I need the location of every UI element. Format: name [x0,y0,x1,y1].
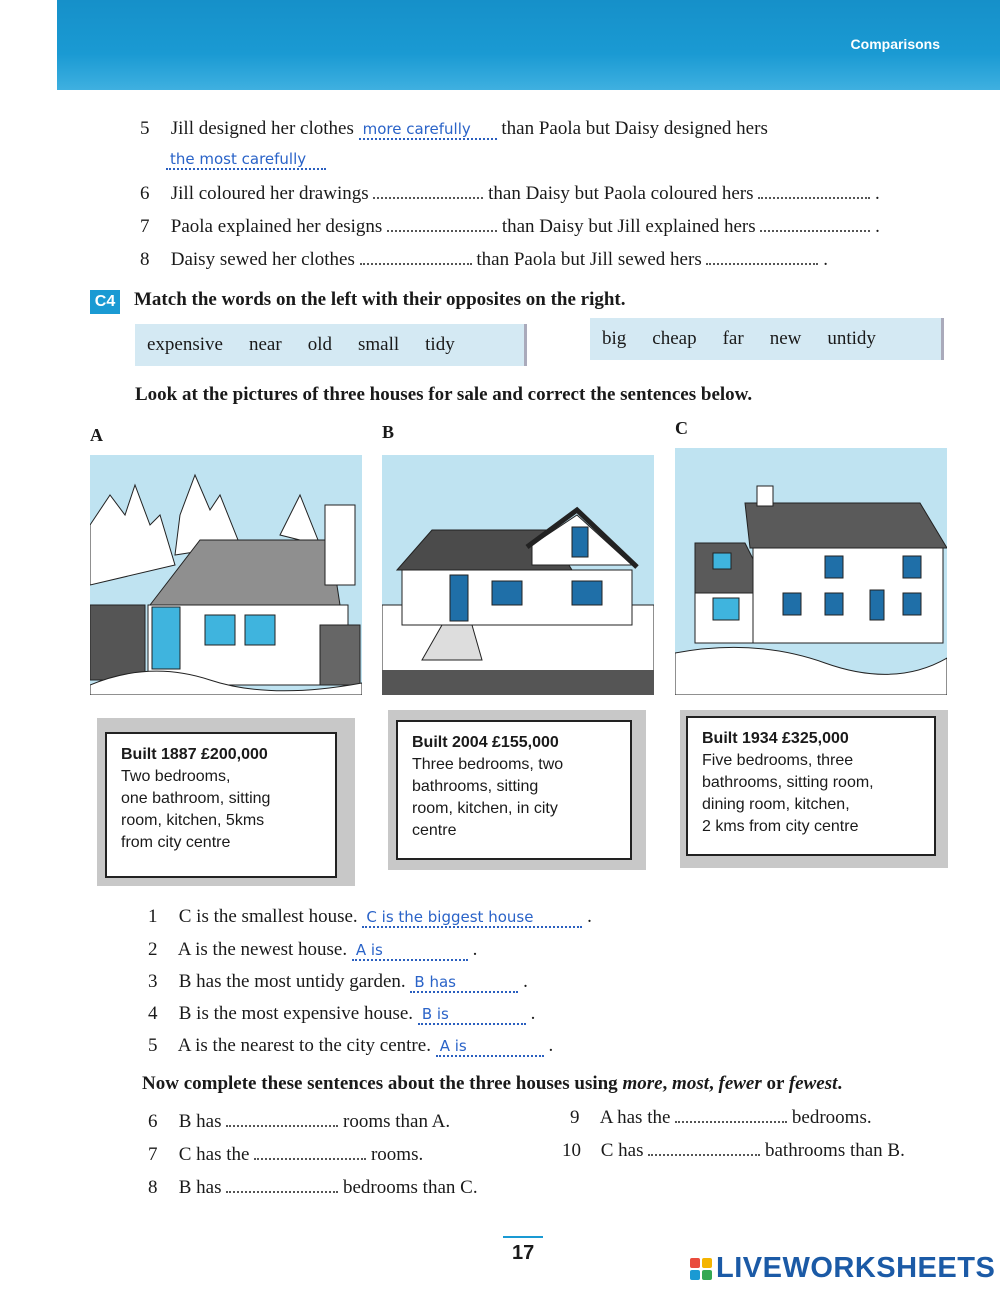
answer-blank[interactable] [226,1111,338,1127]
word-fewest: fewest [788,1073,838,1094]
item-end: . [823,249,828,270]
item-text: Daisy sewed her clothes [170,249,355,270]
answer-blank[interactable] [373,183,483,199]
card-line: bathrooms, sitting [412,778,539,795]
item-text: than Daisy but Paola coloured hers [488,183,754,204]
word-item[interactable]: new [769,328,802,349]
answer-field[interactable]: C is the biggest house [362,908,582,928]
card-heading: Built 2004 £155,000 [412,734,559,751]
item-text: Jill coloured her drawings [170,183,369,204]
item-end: . [530,1003,536,1024]
item-text: than Daisy but Jill explained hers [501,216,756,237]
exercise-item [140,118,768,140]
item-number: 6 [140,183,150,204]
answer-blank[interactable] [648,1140,760,1156]
word-item[interactable]: small [357,334,400,355]
answer-blank[interactable] [387,216,497,232]
item-text: B has the most untidy garden. [178,971,406,992]
answer-blank[interactable] [706,249,818,265]
answer-field[interactable]: the most carefully [166,150,326,170]
card-body [105,732,337,878]
exercise-item [570,1107,872,1129]
item-number: 5 [140,118,150,139]
exercise-item [148,1111,450,1133]
item-end: . [875,216,880,237]
header-band [57,0,1000,90]
exercise-item [148,906,592,928]
card-line: dining room, kitchen, [702,796,850,813]
house-label: B [382,422,395,442]
page-number-rule [503,1236,543,1238]
item-number: 2 [148,939,158,960]
item-text: bathrooms than B. [765,1140,905,1161]
house-label: A [90,425,103,445]
exercise-item [562,1140,905,1162]
item-text: A has the [599,1107,671,1128]
part3-instruction: Now complete these sentences about the three houses using more, most, fewer or fewest. [142,1073,843,1094]
item-number: 8 [140,249,150,270]
house-a-illustration [90,455,362,695]
answer-blank[interactable] [360,249,472,265]
card-line: bathrooms, sitting room, [702,774,874,791]
item-number: 3 [148,971,158,992]
exercise-item [148,1144,423,1166]
item-end: . [548,1035,554,1056]
word-item[interactable]: old [307,334,332,355]
card-line: centre [412,822,457,839]
page-number: 17 [512,1242,535,1264]
exercise-item [148,971,528,993]
answer-blank[interactable] [760,216,870,232]
item-text: B is the most expensive house. [178,1003,414,1024]
item-text: Paola explained her designs [170,216,383,237]
house-label: C [675,418,688,438]
item-text: rooms than A. [343,1111,451,1132]
item-number: 8 [148,1177,158,1198]
item-end: . [472,939,478,960]
answer-field[interactable]: more carefully [359,120,497,140]
brand-icon [690,1258,712,1280]
item-text: C is the smallest house. [178,906,358,927]
house-b-picture [382,455,654,695]
item-number: 6 [148,1111,158,1132]
card-heading: Built 1887 £200,000 [121,746,268,763]
item-text: B has [178,1177,222,1198]
answer-blank[interactable] [675,1107,787,1123]
section-instruction: Match the words on the left with their opposites on the right. [134,289,626,310]
card-line: Three bedrooms, two [412,756,564,773]
card-body [396,720,632,860]
word-item[interactable]: cheap [652,328,697,349]
brand-name: LIVEWORKSHEETS [716,1252,996,1284]
exercise-item [148,1003,535,1025]
card-line: 2 kms from city centre [702,818,859,835]
answer-blank[interactable] [226,1177,338,1193]
item-end: . [523,971,528,992]
word-item[interactable]: untidy [827,328,876,349]
instruction-text: Now complete these sentences about the three houses using [142,1073,618,1094]
card-line: one bathroom, sitting [121,790,271,807]
word-more: more [622,1073,663,1094]
word-item[interactable]: tidy [425,334,455,355]
answer-field[interactable]: A is [352,941,468,961]
card-line: from city centre [121,834,231,851]
word-item[interactable]: big [602,328,627,349]
item-number: 5 [148,1035,158,1056]
house-b-card [388,710,646,870]
item-text: rooms. [370,1144,424,1165]
item-text: A is the newest house. [177,939,348,960]
house-a-card [97,718,355,886]
exercise-item [140,249,828,271]
item-end: . [875,183,880,204]
word-item[interactable]: far [722,328,744,349]
card-line: room, kitchen, 5kms [121,812,265,829]
exercise-item [140,183,880,205]
item-text: than Paola but Jill sewed hers [476,249,702,270]
item-number: 7 [140,216,150,237]
item-text: than Paola but Daisy designed hers [501,118,768,139]
item-number: 9 [570,1107,580,1128]
answer-field[interactable]: B has [410,973,518,993]
word-fewer: fewer [718,1073,762,1094]
word-or: or [766,1073,785,1094]
item-text: bedrooms. [791,1107,872,1128]
house-c-illustration [675,448,947,695]
answer-blank[interactable] [254,1144,366,1160]
item-text: bedrooms than C. [343,1177,478,1198]
house-a-picture [90,455,362,695]
house-c-card [680,710,948,868]
item-text: C has the [178,1144,250,1165]
chapter-title: Comparisons [850,36,940,52]
item-text: A is the nearest to the city centre. [177,1035,431,1056]
word-most: most [672,1073,709,1094]
exercise-item [148,939,477,961]
item-number: 4 [148,1003,158,1024]
item-text: Jill designed her clothes [170,118,354,139]
item-end: . [587,906,592,927]
card-line: Two bedrooms, [121,768,231,785]
item-number: 10 [562,1140,581,1161]
pictures-instruction: Look at the pictures of three houses for sale and correct the sentences below. [135,384,753,405]
answer-field[interactable]: B is [418,1005,526,1025]
card-line: Five bedrooms, three [702,752,854,769]
card-body [686,716,936,856]
right-word-box [590,318,944,360]
exercise-item [148,1035,553,1057]
answer-field[interactable]: A is [436,1037,544,1057]
section-badge: C4 [90,290,120,314]
card-line: room, kitchen, in city [412,800,558,817]
item-text: C has [600,1140,644,1161]
word-item[interactable]: expensive [147,334,223,355]
exercise-item-continuation [166,148,326,170]
answer-blank[interactable] [758,183,870,199]
item-number: 7 [148,1144,158,1165]
exercise-item [148,1177,478,1199]
item-text: B has [178,1111,222,1132]
house-c-picture [675,448,947,695]
word-item[interactable]: near [248,334,282,355]
exercise-item [140,216,880,238]
left-word-box [135,324,527,366]
card-heading: Built 1934 £325,000 [702,730,849,747]
item-number: 1 [148,906,158,927]
house-b-illustration [382,455,654,695]
brand-logo [690,1252,995,1285]
